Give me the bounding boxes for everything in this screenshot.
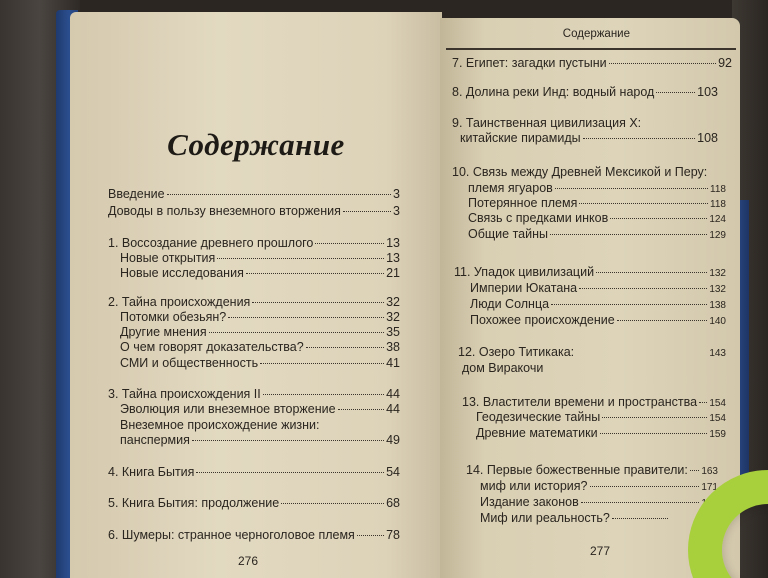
left-page	[70, 12, 442, 578]
toc-entry: 11. Упадок цивилизаций 132	[454, 265, 726, 279]
toc-subentry: Древние математики 159	[476, 426, 726, 440]
toc-entry: 8. Долина реки Инд: водный народ 103	[452, 85, 718, 99]
toc-entry: 5. Книга Бытия: продолжение 68	[108, 496, 400, 510]
running-head: Содержание	[562, 28, 630, 40]
toc-subentry: Издание законов 174	[480, 495, 718, 509]
toc-subentry: китайские пирамиды 108	[460, 131, 718, 145]
toc-entry: 7. Египет: загадки пустыни 92	[452, 56, 732, 70]
toc-subentry: Потерянное племя 118	[468, 196, 726, 210]
toc-subentry: Внеземное происхождение жизни:	[120, 418, 320, 432]
toc-subentry: Люди Солнца 138	[470, 297, 726, 311]
toc-entry: 14. Первые божественные правители: 163	[466, 463, 718, 477]
header-rule	[446, 48, 736, 50]
toc-entry: Доводы в пользу внеземного вторжения 3	[108, 204, 400, 218]
toc-subentry: Геодезические тайны 154	[476, 410, 726, 424]
toc-entry: Введение 3	[108, 187, 400, 201]
toc-entry: 10. Связь между Древней Мексикой и Перу:	[452, 165, 708, 179]
toc-subentry: СМИ и общественность 41	[120, 356, 400, 370]
toc-subentry: панспермия 49	[120, 433, 400, 447]
toc-subentry: миф или история? 171	[480, 479, 718, 493]
toc-subentry: Эволюция или внеземное вторжение 44	[120, 402, 400, 416]
page-number: 276	[238, 554, 259, 568]
toc-entry: 12. Озеро Титикака: 143	[458, 345, 726, 359]
toc-subentry: О чем говорят доказательства? 38	[120, 340, 400, 354]
toc-subentry: Связь с предками инков 124	[468, 211, 726, 225]
toc-subentry: дом Виракочи	[462, 361, 544, 375]
right-page	[440, 18, 740, 578]
toc-entry: 2. Тайна происхождения 32	[108, 295, 400, 309]
toc-entry: 3. Тайна происхождения II 44	[108, 387, 400, 401]
toc-entry: 1. Воссоздание древнего прошлого 13	[108, 236, 400, 250]
toc-subentry: Новые открытия 13	[120, 251, 400, 265]
toc-entry: 13. Властители времени и пространства 154	[462, 395, 726, 409]
toc-title: Содержание	[167, 127, 345, 162]
toc-entry: 9. Таинственная цивилизация X:	[452, 116, 642, 130]
toc-entry: 4. Книга Бытия 54	[108, 465, 400, 479]
toc-subentry: Другие мнения 35	[120, 325, 400, 339]
toc-subentry: Империи Юкатана 132	[470, 281, 726, 295]
toc-subentry: Похожее происхождение 140	[470, 313, 726, 327]
toc-subentry: племя ягуаров 118	[468, 181, 726, 195]
page-number: 277	[590, 544, 611, 558]
toc-subentry: Потомки обезьян? 32	[120, 310, 400, 324]
toc-subentry: Миф или реальность?	[480, 511, 670, 525]
toc-entry: 6. Шумеры: странное черноголовое племя 78	[108, 528, 400, 542]
toc-subentry: Новые исследования 21	[120, 266, 400, 280]
toc-subentry: Общие тайны 129	[468, 227, 726, 241]
